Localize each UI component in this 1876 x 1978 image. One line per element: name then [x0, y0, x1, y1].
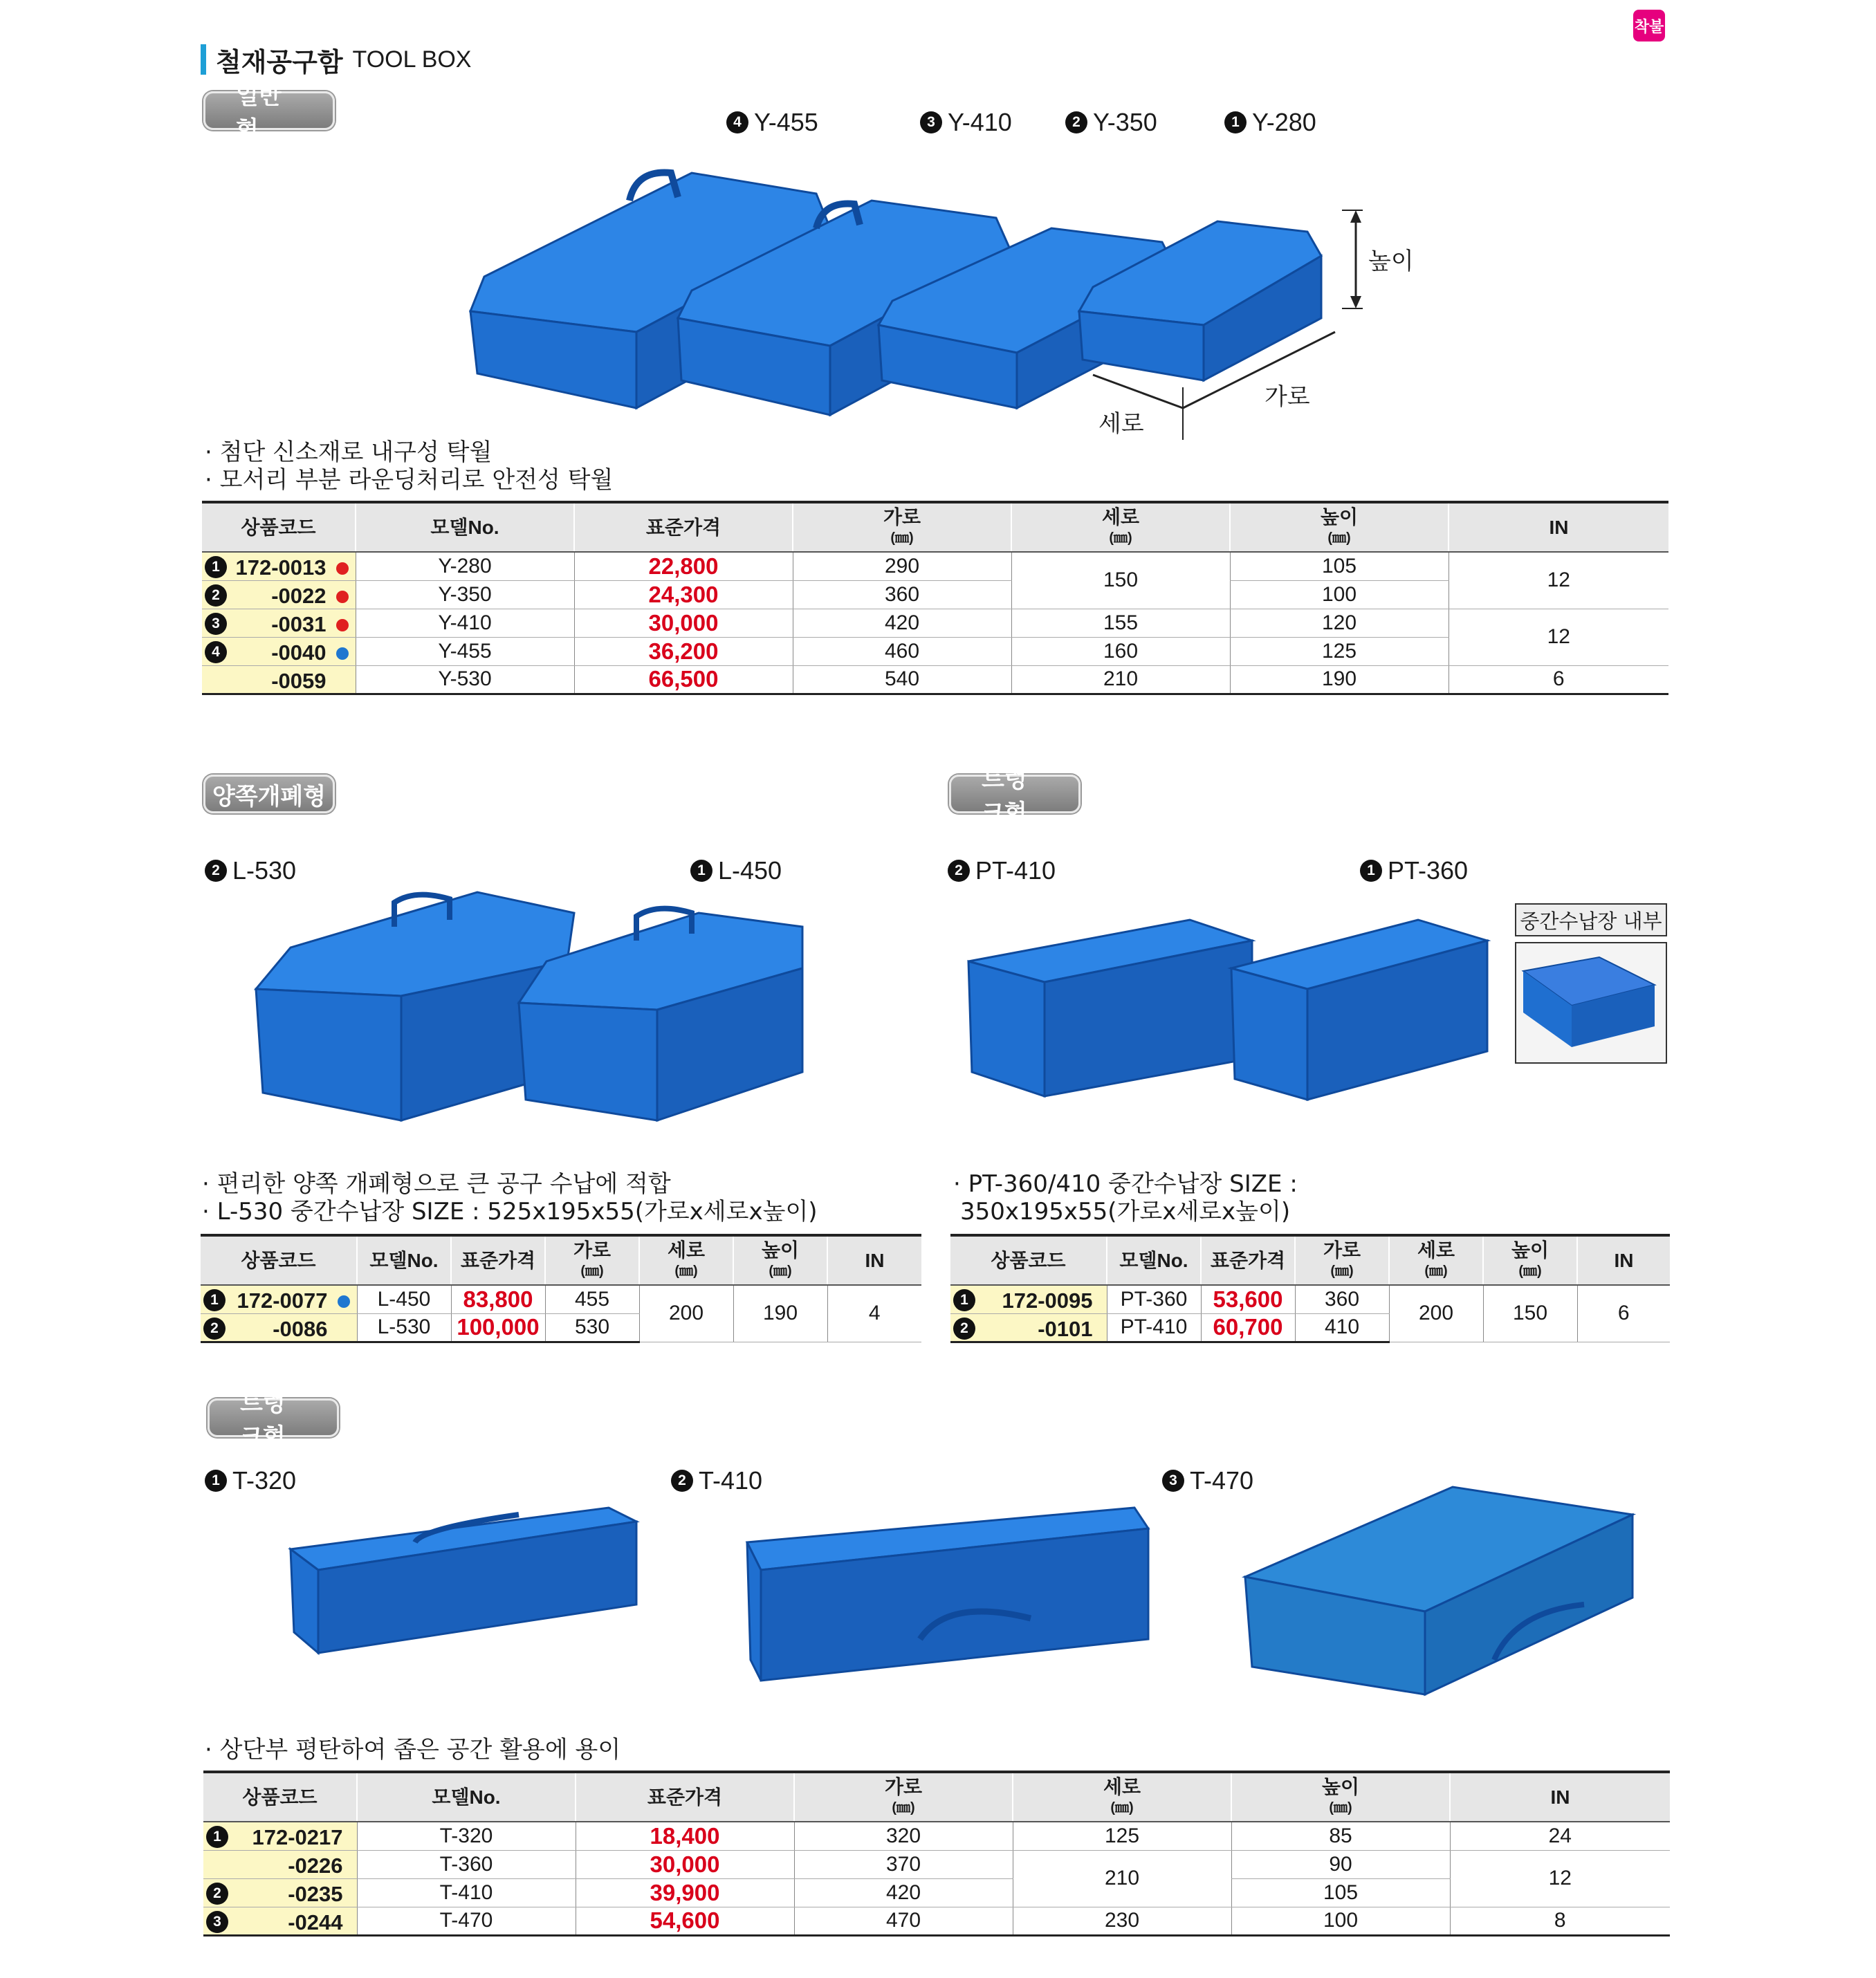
- section1-bullet-2: · 모서리 부분 라운딩처리로 안전성 탁월: [205, 466, 614, 494]
- section2-spec-table: 상품코드 모델No. 표준가격 가로 (㎜) 세로 (㎜) 높이 (㎜) IN 1 172-0077 L-450 83,800 455 200 190 4 2 -0086 L-530 100,000 530: [201, 1234, 921, 1343]
- col-in: IN: [1449, 502, 1668, 552]
- col-model: 모델No.: [356, 502, 574, 552]
- table-row: -0226 T-360 30,000 370 210 90 12: [203, 1850, 1670, 1878]
- table-row: 2 -0086 L-530 100,000 530: [201, 1313, 921, 1342]
- section3-spec-table: 상품코드 모델No. 표준가격 가로 (㎜) 세로 (㎜) 높이 (㎜) IN 1 172-0095 PT-360 53,600 360 200 150 6 2 -0101 PT-410 60,700 410: [950, 1234, 1670, 1343]
- table-row: 4 -0040 Y-455 36,200 460 160 125: [202, 637, 1668, 665]
- toolbox-pt410: [968, 920, 1252, 1096]
- col-width: 가로 (㎜): [793, 502, 1011, 552]
- section-tag-general: 일반형: [203, 91, 335, 130]
- label-pt410: 2 PT-410: [948, 856, 1056, 885]
- toolbox-t410: [747, 1508, 1148, 1681]
- col-price: 표준가격: [574, 502, 793, 552]
- inset-label: 중간수납장 내부: [1515, 903, 1667, 936]
- label-pt360: 1 PT-360: [1360, 856, 1468, 885]
- inset-interior-photo: [1515, 942, 1667, 1064]
- table-row: 1 172-0095 PT-360 53,600 360 200 150 6: [950, 1285, 1670, 1313]
- t-series-toolbox-photo: [277, 1466, 1646, 1715]
- label-t320: 1 T-320: [205, 1466, 296, 1495]
- label-y455: 4 Y-455: [726, 108, 818, 137]
- table-row: 2 -0101 PT-410 60,700 410: [950, 1313, 1670, 1342]
- label-y410: 3 Y-410: [920, 108, 1012, 137]
- section-tag-double-open: 양쪽개폐형: [203, 775, 335, 813]
- section1-bullet-1: · 첨단 신소재로 내구성 탁월: [205, 438, 493, 466]
- label-t470: 3 T-470: [1162, 1466, 1253, 1495]
- section2-bullet-2: · L-530 중간수납장 SIZE : 525x195x55(가로x세로x높이): [202, 1198, 818, 1226]
- col-depth: 세로 (㎜): [1011, 502, 1230, 552]
- label-l450: 1 L-450: [690, 856, 782, 885]
- label-y280: 1 Y-280: [1224, 108, 1316, 137]
- section3-bullet-2: 350x195x55(가로x세로x높이): [960, 1198, 1291, 1226]
- toolbox-pt360: [1231, 920, 1487, 1100]
- label-l530: 2 L-530: [205, 856, 296, 885]
- toolbox-t470: [1245, 1487, 1633, 1694]
- label-t410: 2 T-410: [671, 1466, 762, 1495]
- dim-width-label: 가로: [1265, 383, 1310, 411]
- pt-series-toolbox-photo: [962, 899, 1501, 1107]
- title-accent-bar: [201, 44, 206, 75]
- title-english: TOOL BOX: [352, 46, 472, 73]
- section4-spec-table: 상품코드 모델No. 표준가격 가로 (㎜) 세로 (㎜) 높이 (㎜) IN 1 172-0217 T-320 18,400 320 125 85 24 -0226 T-360 30,000 370 210 90 12 2 -0235 T-410 39,900 420 105 3 -0244 T-470 54,600 470 230 100 8: [203, 1771, 1670, 1937]
- col-code: 상품코드: [202, 502, 356, 552]
- section1-spec-table: [202, 501, 1668, 695]
- table-row: 3 -0031 Y-410 30,000 420 155 120 12: [202, 609, 1668, 637]
- section3-bullet-1: · PT-360/410 중간수납장 SIZE :: [953, 1170, 1298, 1198]
- page-title: [201, 43, 472, 76]
- col-height: 높이 (㎜): [1230, 502, 1449, 552]
- dim-height-label: 높이: [1368, 248, 1414, 275]
- table-row: 2 -0235 T-410 39,900 420 105: [203, 1878, 1670, 1907]
- table-row: 1 172-0013 Y-280 22,800 290 150 105 12: [202, 552, 1668, 580]
- section-tag-trunk-2: 트렁크형: [208, 1398, 339, 1437]
- label-y350: 2 Y-350: [1065, 108, 1157, 137]
- table-row: 1 172-0077 L-450 83,800 455 200 190 4: [201, 1285, 921, 1313]
- section2-bullet-1: · 편리한 양쪽 개폐형으로 큰 공구 수납에 적합: [202, 1170, 671, 1198]
- l-series-toolbox-photo: [249, 885, 816, 1134]
- table-row: -0059 Y-530 66,500 540 210 190 6: [202, 665, 1668, 694]
- section-tag-trunk-1: 트렁크형: [949, 775, 1080, 813]
- table-row: 3 -0244 T-470 54,600 470 230 100 8: [203, 1907, 1670, 1935]
- table-row: 1 172-0217 T-320 18,400 320 125 85 24: [203, 1822, 1670, 1850]
- table-row: 2 -0022 Y-350 24,300 360 100: [202, 580, 1668, 609]
- dim-depth-label: 세로: [1098, 410, 1144, 438]
- title-korean: 철재공구함: [216, 46, 343, 77]
- toolbox-t320: [291, 1508, 636, 1653]
- section4-bullet-1: · 상단부 평탄하여 좁은 공간 활용에 용이: [205, 1736, 621, 1764]
- cod-badge: 착불: [1633, 10, 1665, 41]
